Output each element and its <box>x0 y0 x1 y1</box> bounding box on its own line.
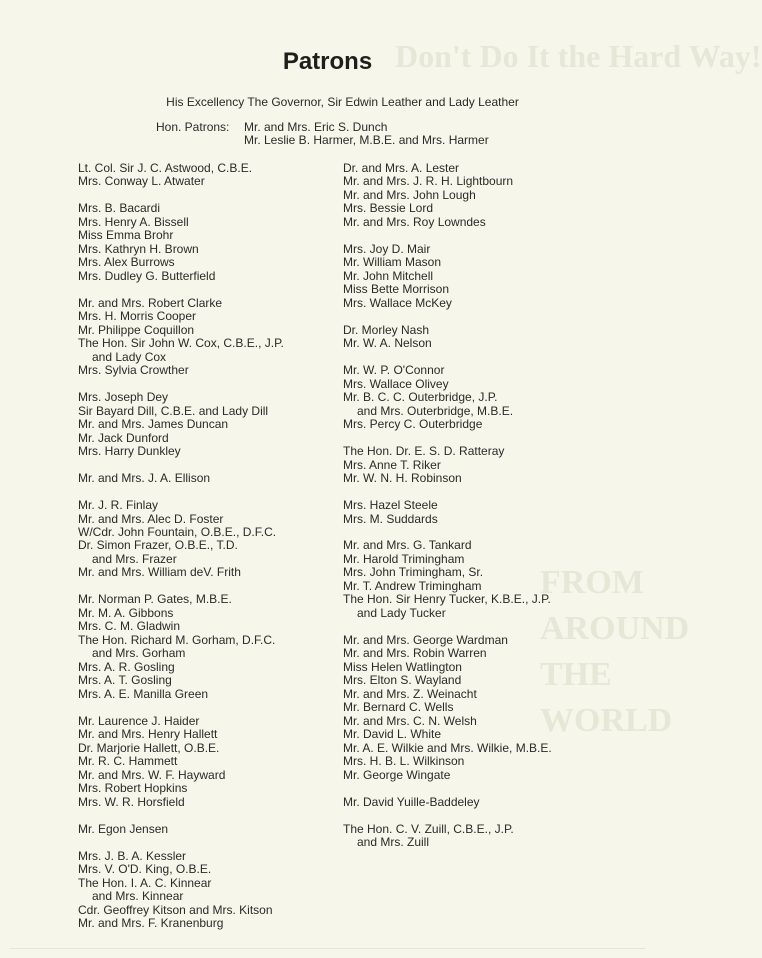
patron-entry: Mr. and Mrs. Roy Lowndes <box>343 214 486 229</box>
hon-patron-entry: Mr. and Mrs. Eric S. Dunch <box>244 120 388 134</box>
patron-entry: The Hon. Dr. E. S. D. Ratteray <box>343 444 505 459</box>
patron-entry: Mrs. Dudley G. Butterfield <box>78 268 216 283</box>
patron-entry: Mr. Laurence J. Haider <box>78 713 200 728</box>
patron-entry: Mr. William Mason <box>343 255 442 270</box>
patron-entry: Dr. Marjorie Hallett, O.B.E. <box>78 740 220 755</box>
patron-entry: Mrs. A. T. Gosling <box>78 673 172 688</box>
patron-entry: Mr. Egon Jensen <box>78 821 169 836</box>
patron-group <box>78 297 340 378</box>
patron-entry: Mrs. Elton S. Wayland <box>343 673 462 688</box>
patron-entry: Mr. and Mrs. James Duncan <box>78 417 229 432</box>
patron-entry: Mrs. Wallace McKey <box>343 295 452 310</box>
patron-group <box>343 539 648 620</box>
patron-entry: Miss Emma Brohr <box>78 228 174 243</box>
hon-patrons-label: Hon. Patrons: <box>156 120 230 134</box>
patron-entry: Mrs. H. B. L. Wilkinson <box>343 754 465 769</box>
patron-entry: Mrs. Hazel Steele <box>343 498 438 513</box>
patron-group <box>78 202 340 283</box>
patron-entry: Mrs. Henry A. Bissell <box>78 214 189 229</box>
patron-entry: Mr. and Mrs. George Wardman <box>343 632 508 647</box>
patron-entry: Cdr. Geoffrey Kitson and Mrs. Kitson <box>78 902 273 917</box>
patron-entry: Mr. and Mrs. C. N. Welsh <box>343 713 477 728</box>
patron-entry: Mr. and Mrs. Z. Weinacht <box>343 686 477 701</box>
patron-entry: Mrs. Conway L. Atwater <box>78 174 205 189</box>
patron-group <box>343 243 648 310</box>
patron-entry: The Hon. Sir Henry Tucker, K.B.E., J.P. <box>343 592 551 607</box>
patron-group <box>343 796 648 809</box>
patron-entry: Mrs. W. R. Horsfield <box>78 794 185 809</box>
patron-group <box>343 499 648 526</box>
patron-entry: Mr. A. E. Wilkie and Mrs. Wilkie, M.B.E. <box>343 740 552 755</box>
patron-group <box>343 162 648 229</box>
patron-entry: Mrs. M. Suddards <box>343 511 438 526</box>
patron-group <box>343 634 648 782</box>
bleed-through-background: FROM AROUND THE WORLD <box>540 564 690 739</box>
patron-entry: Mrs. Bessie Lord <box>343 201 434 216</box>
patron-entry: Mrs. Percy C. Outerbridge <box>343 417 483 432</box>
patron-entry: Mrs. J. B. A. Kessler <box>78 848 187 863</box>
patron-entry: Miss Helen Watlington <box>343 659 462 674</box>
patrons-column-right <box>343 162 648 863</box>
patron-entry: Mr. Jack Dunford <box>78 430 169 445</box>
patron-entry: W/Cdr. John Fountain, O.B.E., D.F.C. <box>78 525 277 539</box>
patron-entry: Mrs. Anne T. Riker <box>343 457 441 472</box>
patron-entry: Mr. Harold Trimingham <box>343 551 465 566</box>
patron-entry: The Hon. C. V. Zuill, C.B.E., J.P. <box>343 821 514 836</box>
patron-entry: Mr. and Mrs. William deV. Frith <box>78 565 241 580</box>
patron-group <box>343 364 648 431</box>
patron-entry: Mrs. Joy D. Mair <box>343 241 431 256</box>
patron-entry-continuation: and Lady Cox <box>92 349 167 364</box>
patron-entry: The Hon. Sir John W. Cox, C.B.E., J.P. <box>78 336 284 351</box>
patron-entry: Mrs. Kathryn H. Brown <box>78 241 199 256</box>
patron-entry: Mrs. C. M. Gladwin <box>78 619 181 634</box>
patron-group <box>343 823 648 850</box>
patron-group <box>78 472 340 485</box>
page-title: Patrons <box>282 48 373 75</box>
patron-entry: Mr. W. N. H. Robinson <box>343 471 462 486</box>
patron-entry: Mr. David L. White <box>343 727 442 742</box>
patron-entry: Mr. W. A. Nelson <box>343 336 432 351</box>
patron-entry: Mrs. V. O'D. King, O.B.E. <box>78 862 212 877</box>
patron-entry: Mr. David Yuille-Baddeley <box>343 794 480 809</box>
patron-entry: The Hon. Richard M. Gorham, D.F.C. <box>78 632 276 647</box>
patron-entry: Mr. Bernard C. Wells <box>343 700 454 715</box>
patron-entry-continuation: and Mrs. Kinnear <box>92 889 184 904</box>
patron-entry: Dr. Morley Nash <box>343 322 430 337</box>
patron-group <box>78 823 340 836</box>
patron-entry: Mrs. B. Bacardi <box>78 201 161 216</box>
patron-entry: Mrs. Sylvia Crowther <box>78 363 189 378</box>
patron-group <box>78 715 340 809</box>
patron-group <box>78 162 340 189</box>
patron-group <box>78 850 340 931</box>
patron-entry: Mr. M. A. Gibbons <box>78 605 174 620</box>
patron-entry: Mr. and Mrs. G. Tankard <box>343 538 472 553</box>
hon-patron-entry: Mr. Leslie B. Harmer, M.B.E. and Mrs. Harmer <box>244 133 489 148</box>
governor-line: His Excellency The Governor, Sir Edwin Leather and Lady Leather <box>166 95 519 109</box>
patron-entry: The Hon. I. A. C. Kinnear <box>78 875 212 890</box>
patron-entry: Mr. W. P. O'Connor <box>343 363 445 378</box>
patron-entry: Dr. and Mrs. A. Lester <box>343 161 460 175</box>
patron-entry: Lt. Col. Sir J. C. Astwood, C.B.E. <box>78 161 253 175</box>
patron-entry: Mrs. H. Morris Cooper <box>78 309 197 324</box>
patron-entry: Mr. and Mrs. W. F. Hayward <box>78 767 226 782</box>
patron-entry: Mr. and Mrs. Alec D. Foster <box>78 511 224 526</box>
patron-entry: Mr. John Mitchell <box>343 268 434 283</box>
patron-entry: Mr. B. C. C. Outerbridge, J.P. <box>343 390 498 405</box>
patron-entry: Miss Bette Morrison <box>343 282 450 297</box>
patron-entry: Mrs. A. R. Gosling <box>78 659 175 674</box>
patron-entry-continuation: and Mrs. Zuill <box>357 835 430 850</box>
patron-group <box>78 593 340 701</box>
patron-entry: Sir Bayard Dill, C.B.E. and Lady Dill <box>78 403 269 418</box>
patron-entry: Mrs. John Trimingham, Sr. <box>343 565 484 580</box>
patron-entry: Dr. Simon Frazer, O.B.E., T.D. <box>78 538 238 553</box>
patron-entry: Mr. Norman P. Gates, M.B.E. <box>78 592 232 607</box>
patron-entry: Mrs. Alex Burrows <box>78 255 175 270</box>
patron-entry: Mrs. Joseph Dey <box>78 390 169 405</box>
bleed-through-background: Don't Do It the Hard Way! <box>395 38 762 74</box>
page-edge-line <box>10 948 645 949</box>
patron-entry: Mrs. Harry Dunkley <box>78 444 181 459</box>
patron-entry-continuation: and Mrs. Frazer <box>92 551 177 566</box>
patron-entry: Mr. Philippe Coquillon <box>78 322 195 337</box>
patron-entry: Mr. and Mrs. J. A. Ellison <box>78 471 211 486</box>
patron-entry: Mr. and Mrs. F. Kranenburg <box>78 915 224 930</box>
patron-entry-continuation: and Mrs. Outerbridge, M.B.E. <box>357 403 514 418</box>
patron-group <box>78 499 340 580</box>
patron-entry: Mr. R. C. Hammett <box>78 754 178 769</box>
patron-entry: Mr. T. Andrew Trimingham <box>343 578 482 593</box>
patron-entry: Mrs. A. E. Manilla Green <box>78 686 209 701</box>
patron-entry: Mr. and Mrs. Robert Clarke <box>78 295 223 310</box>
patron-entry: Mrs. Wallace Olivey <box>343 376 449 391</box>
patron-entry: Mr. George Wingate <box>343 767 451 782</box>
patron-group <box>343 324 648 351</box>
patron-entry: Mr. and Mrs. J. R. H. Lightbourn <box>343 174 514 189</box>
patron-entry: Mr. and Mrs. Robin Warren <box>343 646 487 661</box>
patron-group <box>343 445 648 485</box>
honorary-patrons <box>156 121 489 148</box>
patron-entry: Mr. and Mrs. Henry Hallett <box>78 727 218 742</box>
patron-group <box>78 391 340 458</box>
patron-entry: Mr. and Mrs. John Lough <box>343 187 476 202</box>
patron-entry: Mr. J. R. Finlay <box>78 498 159 513</box>
patron-entry: Mrs. Robert Hopkins <box>78 781 188 796</box>
patrons-column-left <box>78 162 340 944</box>
patron-entry-continuation: and Lady Tucker <box>357 605 446 620</box>
patron-entry-continuation: and Mrs. Gorham <box>92 646 186 661</box>
